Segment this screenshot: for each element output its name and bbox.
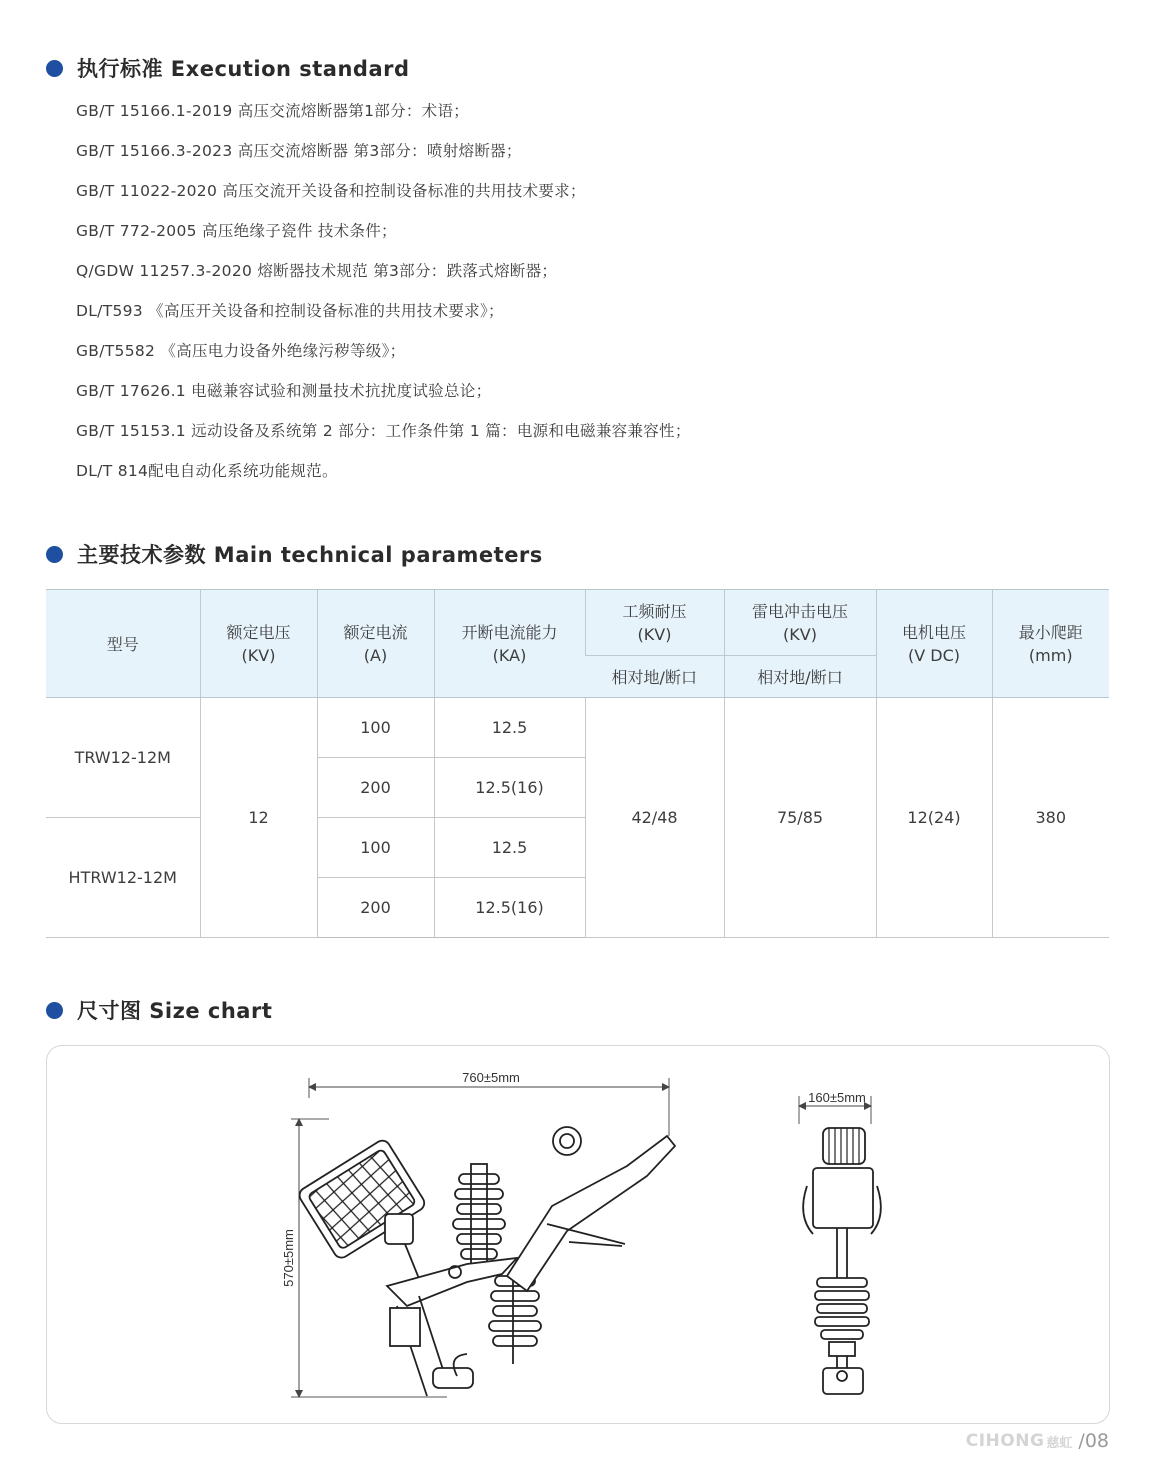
model-cell: HTRW12-12M — [46, 818, 200, 938]
section-header-execution — [46, 53, 410, 83]
standard-item: GB/T 15166.3-2023 高压交流熔断器 第3部分：喷射熔断器； — [76, 142, 522, 160]
breaking-cell: 12.5 — [434, 698, 585, 758]
standard-item: GB/T 772-2005 高压绝缘子瓷件 技术条件； — [76, 222, 397, 240]
brand-logo: CIHONG — [965, 1431, 1045, 1451]
fuse-front-view-drawing — [297, 1127, 675, 1396]
standard-item: GB/T 15166.1-2019 高压交流熔断器第1部分：术语； — [76, 102, 470, 120]
standards-list — [76, 98, 691, 498]
power-frequency-cell: 42/48 — [585, 698, 724, 938]
header-rated-current: 额定电流 (A) — [317, 590, 434, 698]
header-lightning-impulse: 雷电冲击电压 (KV) — [724, 590, 876, 656]
page-number: /08 — [1078, 1430, 1109, 1452]
model-cell: TRW12-12M — [46, 698, 200, 818]
side-view-dimensions — [799, 1090, 871, 1124]
side-width-dimension-label: 160±5mm — [808, 1090, 866, 1105]
header-motor-voltage: 电机电压 (V DC) — [876, 590, 992, 698]
bullet-dot-icon — [46, 1002, 63, 1019]
creepage-cell: 380 — [992, 698, 1109, 938]
breaking-cell: 12.5(16) — [434, 878, 585, 938]
standard-item: DL/T 814配电自动化系统功能规范。 — [76, 462, 338, 480]
bullet-dot-icon — [46, 546, 63, 563]
subheader-lightning-impulse: 相对地/断口 — [724, 656, 876, 698]
breaking-cell: 12.5 — [434, 818, 585, 878]
subheader-power-frequency: 相对地/断口 — [585, 656, 724, 698]
lightning-impulse-cell: 75/85 — [724, 698, 876, 938]
fuse-side-view-drawing — [803, 1128, 881, 1394]
section-header-params — [46, 539, 543, 569]
breaking-cell: 12.5(16) — [434, 758, 585, 818]
standard-item: GB/T5582 《高压电力设备外绝缘污秽等级》； — [76, 342, 406, 360]
standard-item: GB/T 15153.1 远动设备及系统第 2 部分：工作条件第 1 篇：电源和电磁兼容兼容性； — [76, 422, 691, 440]
standard-item: GB/T 11022-2020 高压交流开关设备和控制设备标准的共用技术要求； — [76, 182, 586, 200]
standard-item: DL/T593 《高压开关设备和控制设备标准的共用技术要求》； — [76, 302, 504, 320]
size-chart-panel — [46, 1045, 1110, 1424]
width-dimension-label: 760±5mm — [462, 1070, 520, 1085]
current-cell: 200 — [317, 878, 434, 938]
motor-voltage-cell: 12(24) — [876, 698, 992, 938]
header-power-frequency: 工频耐压 (KV) — [585, 590, 724, 656]
height-dimension-label: 570±5mm — [281, 1229, 296, 1287]
current-cell: 100 — [317, 698, 434, 758]
section-title: 尺寸图 Size chart — [77, 999, 273, 1023]
header-rated-voltage: 额定电压 (KV) — [200, 590, 317, 698]
header-breaking-capacity: 开断电流能力 (KA) — [434, 590, 585, 698]
standard-item: Q/GDW 11257.3-2020 熔断器技术规范 第3部分：跌落式熔断器； — [76, 262, 558, 280]
section-header-size — [46, 995, 272, 1025]
rated-voltage-cell: 12 — [200, 698, 317, 938]
standard-item: GB/T 17626.1 电磁兼容试验和测量技术抗扰度试验总论； — [76, 382, 492, 400]
bullet-dot-icon — [46, 60, 63, 77]
section-title: 执行标准 Execution standard — [77, 57, 410, 81]
page-footer — [966, 1430, 1109, 1452]
size-chart-drawing — [47, 1046, 1109, 1423]
parameters-table — [46, 589, 1109, 938]
section-title: 主要技术参数 Main technical parameters — [77, 543, 543, 567]
current-cell: 200 — [317, 758, 434, 818]
header-creepage: 最小爬距 (mm) — [992, 590, 1109, 698]
header-model: 型号 — [46, 590, 200, 698]
current-cell: 100 — [317, 818, 434, 878]
brand-logo-chinese: 慈虹 — [1046, 1435, 1073, 1451]
